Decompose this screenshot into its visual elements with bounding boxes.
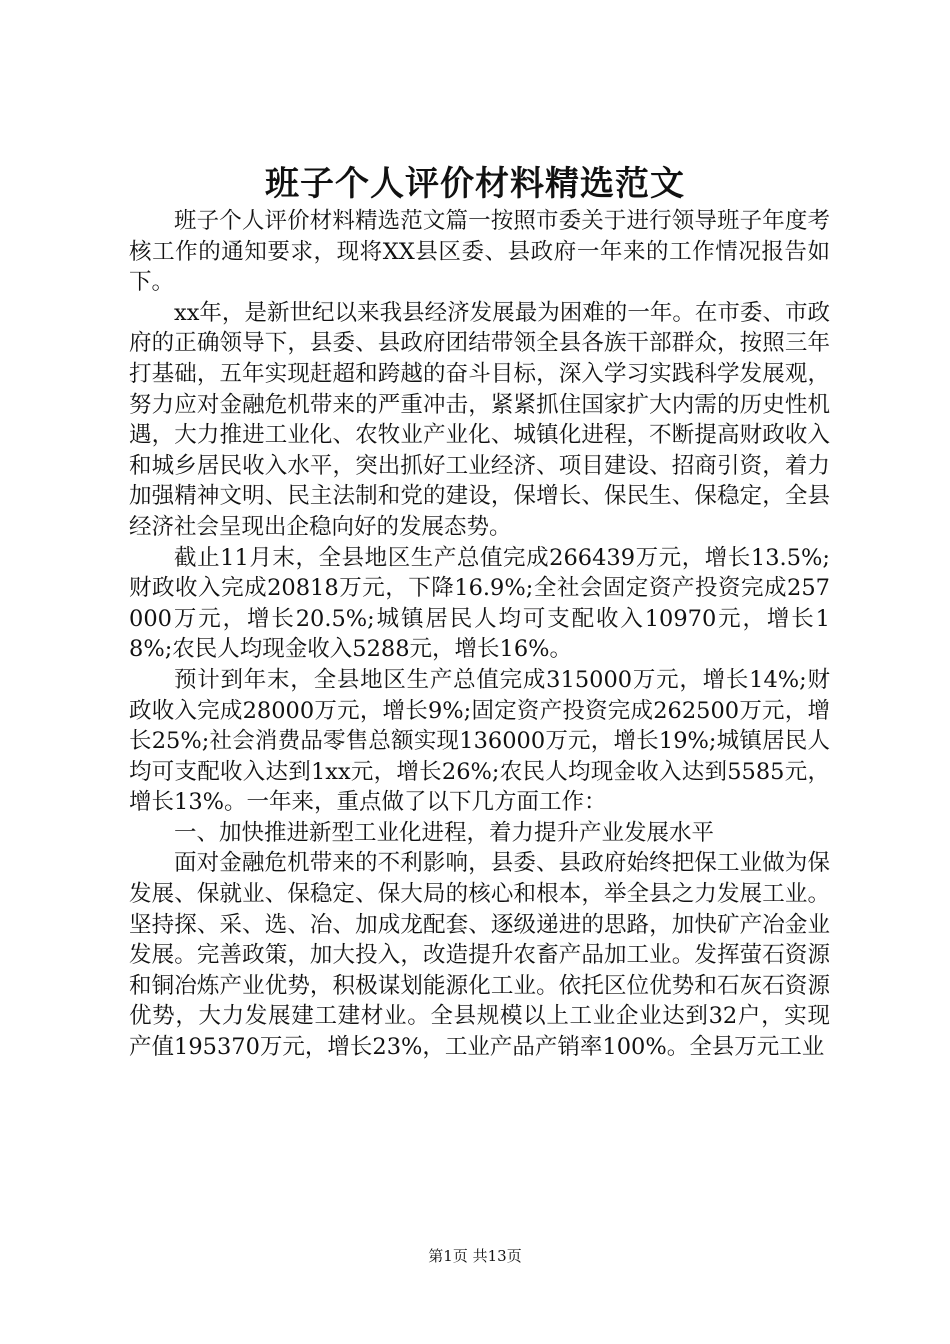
paragraph-intro: 班子个人评价材料精选范文篇一按照市委关于进行领导班子年度考核工作的通知要求，现将XX县区委、县政府一年来的工作情况报告如下。 [129, 208, 830, 296]
section-heading-industrialization: 一、加快推进新型工业化进程，着力提升产业发展水平 [174, 819, 715, 846]
document-title: 班子个人评价材料精选范文 [265, 164, 685, 204]
paragraph-yearend-forecast: 预计到年末，全县地区生产总值完成315000万元，增长14%;财政收入完成28000万元，增长9%;固定资产投资完成262500万元，增长25%;社会消费品零售总额实现136000万元，增长19%;城镇居民人均可支配收入达到1xx元，增长26%;农民人均现金收入达到5585元，增长13%。一年来，重点做了以下几方面工作： [129, 666, 830, 816]
paragraph-november-stats: 截止11月末，全县地区生产总值完成266439万元，增长13.5%;财政收入完成20818万元，下降16.9%;全社会固定资产投资完成257000万元，增长20.5%;城镇居民人均可支配收入10970元，增长18%;农民人均现金收入5288元，增长16%。 [129, 544, 830, 663]
page-number-footer: 第1页 共13页 [428, 1247, 522, 1265]
paragraph-overview: xx年，是新世纪以来我县经济发展最为困难的一年。在市委、市政府的正确领导下，县委、县政府团结带领全县各族干部群众，按照三年打基础，五年实现赶超和跨越的奋斗目标，深入学习实践科学发展观，努力应对金融危机带来的严重冲击，紧紧抓住国家扩大内需的历史性机遇，大力推进工业化、农牧业产业化、城镇化进程，不断提高财政收入和城乡居民收入水平，突出抓好工业经济、项目建设、招商引资，着力加强精神文明、民主法制和党的建设，保增长、保民生、保稳定，全县经济社会呈现出企稳向好的发展态势。 [129, 299, 830, 540]
paragraph-industry: 面对金融危机带来的不利影响，县委、县政府始终把保工业做为保发展、保就业、保稳定、保大局的核心和根本，举全县之力发展工业。坚持探、采、选、冶、加成龙配套、逐级递进的思路，加快矿产冶金业发展。完善政策，加大投入，改造提升农畜产品加工业。发挥萤石资源和铜冶炼产业优势，积极谋划能源化工业。依托区位优势和石灰石资源优势，大力发展建工建材业。全县规模以上工业企业达到32户，实现产值195370万元，增长23%，工业产品产销率100%。全县万元工业 [129, 850, 830, 1061]
document-body [129, 206, 830, 1063]
